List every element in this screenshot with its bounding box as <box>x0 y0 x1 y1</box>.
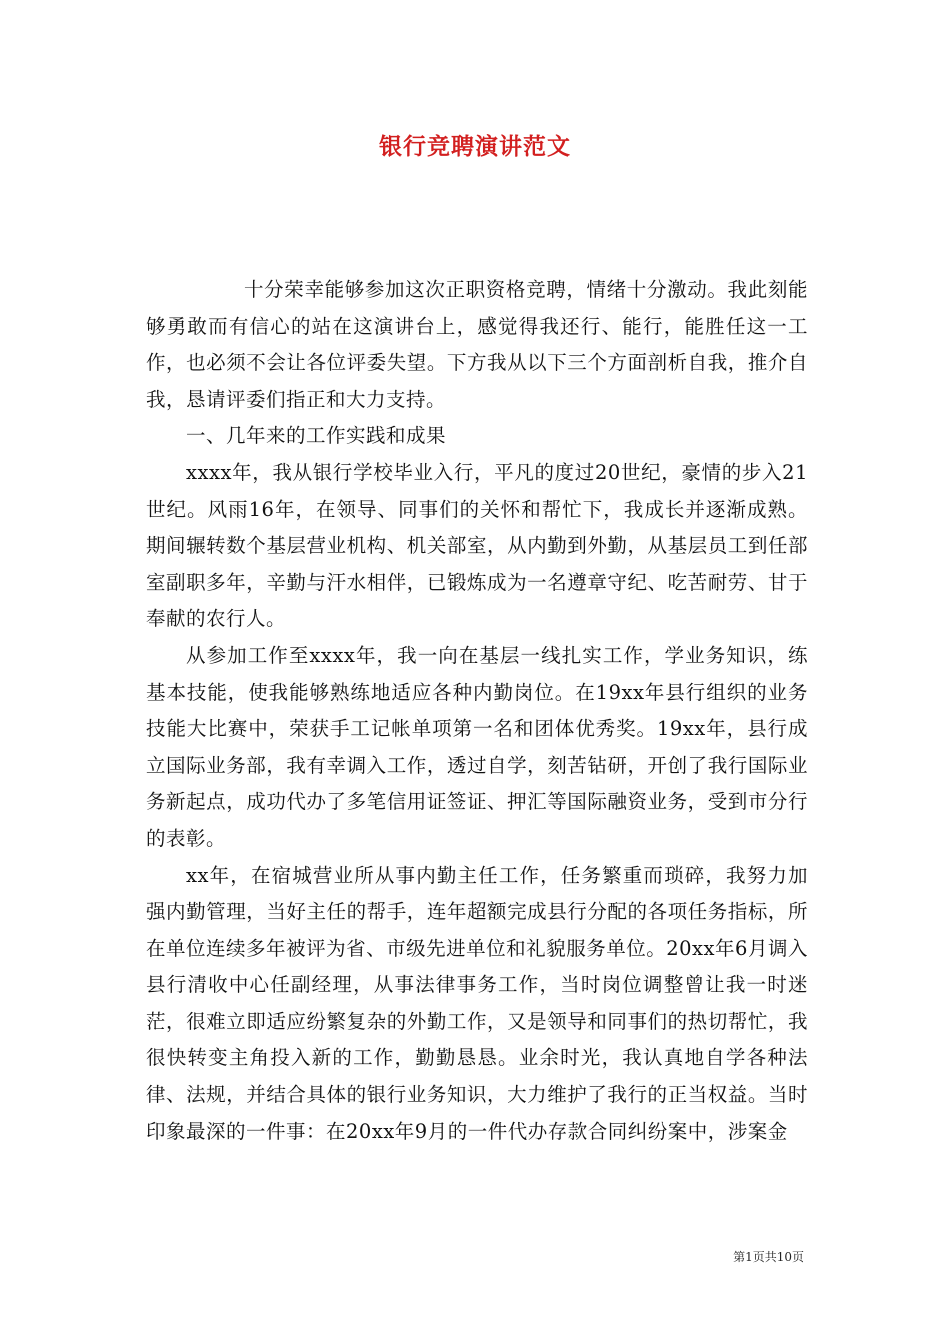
paragraph-intro: 十分荣幸能够参加这次正职资格竞聘，情绪十分激动。我此刻能够勇敢而有信心的站在这演讲台上，感觉得我还行、能行，能胜任这一工作，也必须不会让各位评委失望。下方我从以下三个方面剖析自我，推介自我，恳请评委们指正和大力支持。 <box>146 278 808 411</box>
paragraph: 从参加工作至xxxx年，我一向在基层一线扎实工作，学业务知识，练基本技能，使我能够熟练地适应各种内勤岗位。在19xx年县行组织的业务技能大比赛中，荣获手工记帐单项第一名和团体优秀奖。19xx年，县行成立国际业务部，我有幸调入工作，透过自学，刻苦钻研，开创了我行国际业务新起点，成功代办了多笔信用证签证、押汇等国际融资业务，受到市分行的表彰。 <box>146 643 808 850</box>
page-number: 第1页共10页 <box>733 1250 804 1264</box>
section-heading: 一、几年来的工作实践和成果 <box>186 424 447 448</box>
document-body <box>146 272 808 1150</box>
document-title: 银行竞聘演讲范文 <box>379 133 571 160</box>
paragraph: xx年，在宿城营业所从事内勤主任工作，任务繁重而琐碎，我努力加强内勤管理，当好主任的帮手，连年超额完成县行分配的各项任务指标，所在单位连续多年被评为省、市级先进单位和礼貌服务单位。20xx年6月调入县行清收中心任副经理，从事法律事务工作，当时岗位调整曾让我一时迷茫，很难立即适应纷繁复杂的外勤工作，又是领导和同事们的热切帮忙，我很快转变主角投入新的工作，勤勤恳恳。业余时光，我认真地自学各种法律、法规，并结合具体的银行业务知识，大力维护了我行的正当权益。当时印象最深的一件事：在20xx年9月的一件代办存款合同纠纷案中，涉案金 <box>146 863 808 1143</box>
paragraph: xxxx年，我从银行学校毕业入行，平凡的度过20世纪，豪情的步入21世纪。风雨16年，在领导、同事们的关怀和帮忙下，我成长并逐渐成熟。期间辗转数个基层营业机构、机关部室，从内勤到外勤，从基层员工到任部室副职多年，辛勤与汗水相伴，已锻炼成为一名遵章守纪、吃苦耐劳、甘于奉献的农行人。 <box>146 460 808 631</box>
